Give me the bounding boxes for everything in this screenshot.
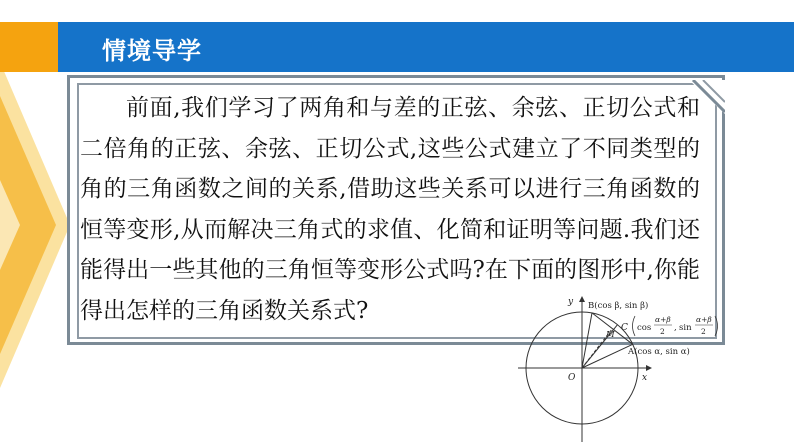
point-a-label: A(cos α, sin α): [628, 347, 690, 357]
y-axis-label: y: [568, 297, 574, 307]
point-c-cos-numerator: α+β: [655, 315, 671, 324]
point-c-prefix: C: [621, 323, 628, 333]
ray-ob: [582, 313, 592, 368]
page-title: 情境导学: [102, 37, 202, 65]
header-accent: [0, 22, 58, 72]
origin-label: O: [568, 373, 576, 383]
ray-oa: [582, 344, 633, 368]
point-m-label: M: [606, 330, 615, 340]
point-c-sin-numerator: α+β: [696, 315, 712, 324]
x-axis-arrow: [646, 365, 652, 371]
unit-circle-diagram: [508, 294, 738, 444]
point-c-sin-denominator: 2: [701, 327, 706, 336]
x-axis-label: x: [642, 373, 648, 383]
point-c-cos-denominator: 2: [660, 327, 665, 336]
point-c-comma: ,: [674, 323, 677, 333]
point-b-label: B(cos β, sin β): [588, 301, 649, 311]
point-c-cos-label: cos: [637, 323, 652, 333]
point-c-sin-label: sin: [679, 323, 692, 333]
header-bar: [0, 22, 794, 72]
point-c-right-paren: [715, 316, 718, 336]
intro-paragraph: 前面,我们学习了两角和与差的正弦、余弦、正切公式和二倍角的正弦、余弦、正切公式,这些公式建立了不同类型的角的三角函数之间的关系,借助这些关系可以进行三角函数的恒等变形,从而解决三角式的求值、化简和证明等问题.我们还能得出一些其他的三角恒等变形公式吗?在下面的图形中,你能得出怎样的三角函数关系式?: [80, 95, 700, 324]
point-c-left-paren: [633, 316, 636, 336]
y-axis-arrow: [579, 296, 585, 302]
